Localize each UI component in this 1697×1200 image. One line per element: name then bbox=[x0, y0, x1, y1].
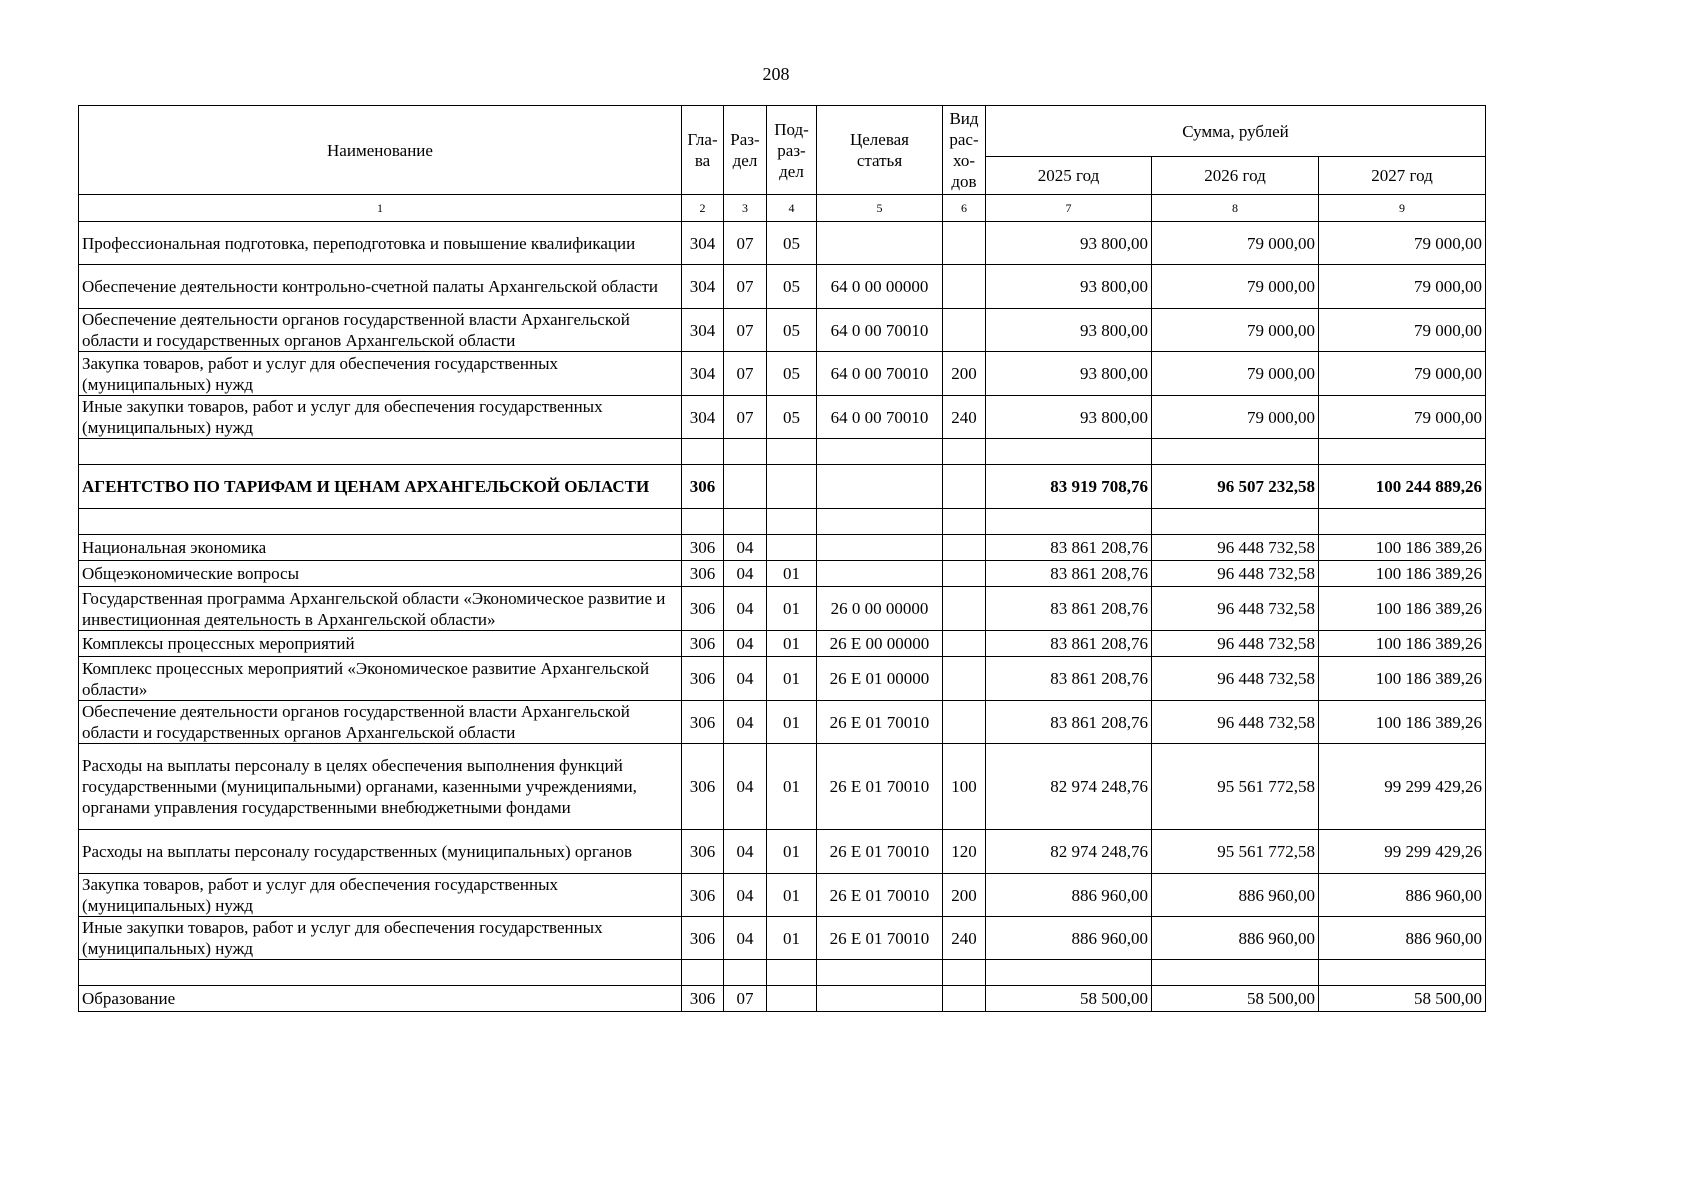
row-amount-2027: 99 299 429,26 bbox=[1319, 830, 1486, 874]
row-glava: 306 bbox=[682, 561, 724, 587]
table-row bbox=[79, 309, 1486, 352]
row-podrazdel: 05 bbox=[767, 222, 817, 265]
row-celevaya-statya: 26 Е 01 70010 bbox=[817, 701, 943, 744]
table-row bbox=[79, 222, 1486, 265]
row-amount-2027: 100 244 889,26 bbox=[1319, 465, 1486, 509]
row-name: Иные закупки товаров, работ и услуг для обеспечения государственных (муниципальных) нужд bbox=[79, 396, 682, 439]
row-glava: 306 bbox=[682, 830, 724, 874]
table-row bbox=[79, 986, 1486, 1012]
row-name: Государственная программа Архангельской области «Экономическое развитие и инвестиционная деятельность в Архангельской области» bbox=[79, 587, 682, 631]
empty-cell bbox=[817, 509, 943, 535]
row-vid-rashodov bbox=[943, 986, 986, 1012]
row-podrazdel: 01 bbox=[767, 744, 817, 830]
row-amount-2027: 100 186 389,26 bbox=[1319, 657, 1486, 701]
empty-cell bbox=[79, 439, 682, 465]
row-amount-2026: 95 561 772,58 bbox=[1152, 744, 1319, 830]
row-amount-2027: 100 186 389,26 bbox=[1319, 561, 1486, 587]
row-celevaya-statya bbox=[817, 465, 943, 509]
empty-cell bbox=[1319, 439, 1486, 465]
header-year-2026: 2026 год bbox=[1152, 157, 1319, 195]
table-row bbox=[79, 701, 1486, 744]
row-amount-2026: 96 448 732,58 bbox=[1152, 535, 1319, 561]
row-vid-rashodov bbox=[943, 561, 986, 587]
row-amount-2026: 96 448 732,58 bbox=[1152, 701, 1319, 744]
table-row bbox=[79, 657, 1486, 701]
spacer-row bbox=[79, 960, 1486, 986]
row-vid-rashodov: 120 bbox=[943, 830, 986, 874]
column-number: 8 bbox=[1152, 195, 1319, 222]
row-vid-rashodov bbox=[943, 265, 986, 309]
row-name: Закупка товаров, работ и услуг для обеспечения государственных (муниципальных) нужд bbox=[79, 874, 682, 917]
table-row bbox=[79, 396, 1486, 439]
row-name: Расходы на выплаты персоналу государственных (муниципальных) органов bbox=[79, 830, 682, 874]
header-celevaya-statya: Целевая статья bbox=[817, 106, 943, 195]
empty-cell bbox=[79, 960, 682, 986]
table-row bbox=[79, 631, 1486, 657]
row-glava: 306 bbox=[682, 744, 724, 830]
row-podrazdel: 05 bbox=[767, 352, 817, 396]
row-podrazdel: 01 bbox=[767, 587, 817, 631]
row-amount-2025: 83 861 208,76 bbox=[986, 587, 1152, 631]
row-celevaya-statya: 26 Е 00 00000 bbox=[817, 631, 943, 657]
row-razdel: 07 bbox=[724, 222, 767, 265]
row-vid-rashodov: 240 bbox=[943, 917, 986, 960]
row-amount-2026: 886 960,00 bbox=[1152, 874, 1319, 917]
row-celevaya-statya bbox=[817, 222, 943, 265]
row-amount-2026: 96 448 732,58 bbox=[1152, 561, 1319, 587]
row-celevaya-statya bbox=[817, 986, 943, 1012]
row-glava: 304 bbox=[682, 309, 724, 352]
row-celevaya-statya bbox=[817, 535, 943, 561]
row-amount-2026: 79 000,00 bbox=[1152, 222, 1319, 265]
row-vid-rashodov: 200 bbox=[943, 874, 986, 917]
empty-cell bbox=[943, 439, 986, 465]
row-podrazdel: 05 bbox=[767, 309, 817, 352]
row-name: Образование bbox=[79, 986, 682, 1012]
row-amount-2027: 79 000,00 bbox=[1319, 222, 1486, 265]
row-vid-rashodov bbox=[943, 535, 986, 561]
row-podrazdel bbox=[767, 535, 817, 561]
row-amount-2026: 886 960,00 bbox=[1152, 917, 1319, 960]
row-podrazdel bbox=[767, 986, 817, 1012]
header-year-2027: 2027 год bbox=[1319, 157, 1486, 195]
page-number: 208 bbox=[762, 64, 790, 84]
row-amount-2026: 96 448 732,58 bbox=[1152, 631, 1319, 657]
row-vid-rashodov bbox=[943, 631, 986, 657]
row-vid-rashodov: 100 bbox=[943, 744, 986, 830]
row-celevaya-statya: 26 0 00 00000 bbox=[817, 587, 943, 631]
row-celevaya-statya: 64 0 00 00000 bbox=[817, 265, 943, 309]
empty-cell bbox=[767, 509, 817, 535]
row-name: Иные закупки товаров, работ и услуг для обеспечения государственных (муниципальных) нужд bbox=[79, 917, 682, 960]
empty-cell bbox=[767, 439, 817, 465]
row-glava: 306 bbox=[682, 917, 724, 960]
table-row bbox=[79, 535, 1486, 561]
row-vid-rashodov bbox=[943, 701, 986, 744]
column-number: 3 bbox=[724, 195, 767, 222]
row-podrazdel: 01 bbox=[767, 874, 817, 917]
empty-cell bbox=[1319, 960, 1486, 986]
table-row bbox=[79, 874, 1486, 917]
row-razdel: 04 bbox=[724, 631, 767, 657]
row-glava: 306 bbox=[682, 986, 724, 1012]
header-year-2025: 2025 год bbox=[986, 157, 1152, 195]
row-glava: 304 bbox=[682, 396, 724, 439]
row-glava: 306 bbox=[682, 535, 724, 561]
empty-cell bbox=[724, 439, 767, 465]
column-number: 4 bbox=[767, 195, 817, 222]
empty-cell bbox=[986, 439, 1152, 465]
table-row bbox=[79, 265, 1486, 309]
row-amount-2025: 83 919 708,76 bbox=[986, 465, 1152, 509]
empty-cell bbox=[1152, 960, 1319, 986]
row-vid-rashodov: 240 bbox=[943, 396, 986, 439]
row-name: Комплекс процессных мероприятий «Экономическое развитие Архангельской области» bbox=[79, 657, 682, 701]
row-razdel: 04 bbox=[724, 701, 767, 744]
row-amount-2025: 83 861 208,76 bbox=[986, 561, 1152, 587]
row-razdel: 04 bbox=[724, 917, 767, 960]
row-razdel: 04 bbox=[724, 830, 767, 874]
row-glava: 304 bbox=[682, 352, 724, 396]
row-amount-2026: 96 448 732,58 bbox=[1152, 657, 1319, 701]
row-amount-2026: 95 561 772,58 bbox=[1152, 830, 1319, 874]
row-vid-rashodov bbox=[943, 222, 986, 265]
empty-cell bbox=[1319, 509, 1486, 535]
empty-cell bbox=[79, 509, 682, 535]
row-amount-2027: 58 500,00 bbox=[1319, 986, 1486, 1012]
row-name: Общеэкономические вопросы bbox=[79, 561, 682, 587]
table-row bbox=[79, 465, 1486, 509]
column-number: 5 bbox=[817, 195, 943, 222]
row-amount-2027: 100 186 389,26 bbox=[1319, 587, 1486, 631]
empty-cell bbox=[1152, 439, 1319, 465]
row-razdel: 07 bbox=[724, 352, 767, 396]
row-celevaya-statya: 64 0 00 70010 bbox=[817, 396, 943, 439]
empty-cell bbox=[682, 509, 724, 535]
row-amount-2025: 93 800,00 bbox=[986, 222, 1152, 265]
row-celevaya-statya: 64 0 00 70010 bbox=[817, 352, 943, 396]
row-amount-2027: 886 960,00 bbox=[1319, 917, 1486, 960]
empty-cell bbox=[682, 960, 724, 986]
row-amount-2027: 886 960,00 bbox=[1319, 874, 1486, 917]
row-podrazdel bbox=[767, 465, 817, 509]
row-podrazdel: 01 bbox=[767, 657, 817, 701]
empty-cell bbox=[682, 439, 724, 465]
row-name: Комплексы процессных мероприятий bbox=[79, 631, 682, 657]
row-amount-2026: 96 507 232,58 bbox=[1152, 465, 1319, 509]
row-amount-2026: 96 448 732,58 bbox=[1152, 587, 1319, 631]
row-amount-2025: 886 960,00 bbox=[986, 874, 1152, 917]
row-glava: 306 bbox=[682, 701, 724, 744]
table-row bbox=[79, 561, 1486, 587]
row-amount-2025: 93 800,00 bbox=[986, 265, 1152, 309]
header-vid-rashodov: Вид рас- хо- дов bbox=[943, 106, 986, 195]
row-razdel: 07 bbox=[724, 396, 767, 439]
row-vid-rashodov bbox=[943, 309, 986, 352]
row-name: Обеспечение деятельности контрольно-счетной палаты Архангельской области bbox=[79, 265, 682, 309]
column-number: 6 bbox=[943, 195, 986, 222]
row-amount-2025: 83 861 208,76 bbox=[986, 701, 1152, 744]
row-amount-2025: 93 800,00 bbox=[986, 352, 1152, 396]
row-amount-2025: 93 800,00 bbox=[986, 309, 1152, 352]
row-glava: 306 bbox=[682, 587, 724, 631]
row-celevaya-statya bbox=[817, 561, 943, 587]
row-amount-2026: 79 000,00 bbox=[1152, 352, 1319, 396]
row-podrazdel: 01 bbox=[767, 830, 817, 874]
empty-cell bbox=[943, 509, 986, 535]
row-amount-2027: 79 000,00 bbox=[1319, 352, 1486, 396]
row-amount-2027: 100 186 389,26 bbox=[1319, 631, 1486, 657]
row-razdel bbox=[724, 465, 767, 509]
row-vid-rashodov bbox=[943, 587, 986, 631]
row-name: Профессиональная подготовка, переподготовка и повышение квалификации bbox=[79, 222, 682, 265]
row-amount-2027: 100 186 389,26 bbox=[1319, 701, 1486, 744]
row-amount-2026: 58 500,00 bbox=[1152, 986, 1319, 1012]
column-number: 1 bbox=[79, 195, 682, 222]
row-glava: 306 bbox=[682, 465, 724, 509]
row-amount-2025: 886 960,00 bbox=[986, 917, 1152, 960]
row-glava: 306 bbox=[682, 657, 724, 701]
table-row bbox=[79, 352, 1486, 396]
row-amount-2026: 79 000,00 bbox=[1152, 265, 1319, 309]
empty-cell bbox=[943, 960, 986, 986]
empty-cell bbox=[986, 960, 1152, 986]
row-name: Закупка товаров, работ и услуг для обеспечения государственных (муниципальных) нужд bbox=[79, 352, 682, 396]
row-vid-rashodov bbox=[943, 465, 986, 509]
row-podrazdel: 05 bbox=[767, 265, 817, 309]
table-row bbox=[79, 744, 1486, 830]
row-amount-2026: 79 000,00 bbox=[1152, 396, 1319, 439]
row-amount-2025: 83 861 208,76 bbox=[986, 631, 1152, 657]
column-number-row bbox=[79, 195, 1486, 222]
row-podrazdel: 05 bbox=[767, 396, 817, 439]
row-name: Национальная экономика bbox=[79, 535, 682, 561]
empty-cell bbox=[724, 960, 767, 986]
empty-cell bbox=[986, 509, 1152, 535]
row-amount-2027: 79 000,00 bbox=[1319, 396, 1486, 439]
row-glava: 306 bbox=[682, 631, 724, 657]
row-razdel: 07 bbox=[724, 986, 767, 1012]
header-glava: Гла- ва bbox=[682, 106, 724, 195]
spacer-row bbox=[79, 439, 1486, 465]
row-celevaya-statya: 26 Е 01 70010 bbox=[817, 917, 943, 960]
row-podrazdel: 01 bbox=[767, 701, 817, 744]
row-glava: 304 bbox=[682, 265, 724, 309]
header-razdel: Раз- дел bbox=[724, 106, 767, 195]
row-amount-2025: 83 861 208,76 bbox=[986, 535, 1152, 561]
empty-cell bbox=[817, 439, 943, 465]
row-razdel: 07 bbox=[724, 309, 767, 352]
row-razdel: 04 bbox=[724, 657, 767, 701]
row-name: Обеспечение деятельности органов государственной власти Архангельской области и государственных органов Архангельской области bbox=[79, 701, 682, 744]
row-amount-2025: 58 500,00 bbox=[986, 986, 1152, 1012]
row-amount-2027: 100 186 389,26 bbox=[1319, 535, 1486, 561]
row-podrazdel: 01 bbox=[767, 917, 817, 960]
row-name: Расходы на выплаты персоналу в целях обеспечения выполнения функций государственными (муниципальными) органами, казенными учреждениями, органами управления государственными внебюджетными фондами bbox=[79, 744, 682, 830]
table-row bbox=[79, 917, 1486, 960]
row-glava: 304 bbox=[682, 222, 724, 265]
empty-cell bbox=[1152, 509, 1319, 535]
header-summa: Сумма, рублей bbox=[986, 106, 1486, 157]
row-vid-rashodov: 200 bbox=[943, 352, 986, 396]
row-amount-2027: 79 000,00 bbox=[1319, 265, 1486, 309]
row-vid-rashodov bbox=[943, 657, 986, 701]
empty-cell bbox=[767, 960, 817, 986]
row-name: АГЕНТСТВО ПО ТАРИФАМ И ЦЕНАМ АРХАНГЕЛЬСКОЙ ОБЛАСТИ bbox=[79, 465, 682, 509]
row-amount-2027: 79 000,00 bbox=[1319, 309, 1486, 352]
table-row bbox=[79, 830, 1486, 874]
row-razdel: 04 bbox=[724, 744, 767, 830]
row-amount-2027: 99 299 429,26 bbox=[1319, 744, 1486, 830]
row-razdel: 04 bbox=[724, 587, 767, 631]
row-amount-2025: 83 861 208,76 bbox=[986, 657, 1152, 701]
row-amount-2025: 93 800,00 bbox=[986, 396, 1152, 439]
row-glava: 306 bbox=[682, 874, 724, 917]
header-podrazdel: Под- раз- дел bbox=[767, 106, 817, 195]
row-razdel: 04 bbox=[724, 561, 767, 587]
empty-cell bbox=[817, 960, 943, 986]
table-row bbox=[79, 587, 1486, 631]
empty-cell bbox=[724, 509, 767, 535]
row-razdel: 04 bbox=[724, 874, 767, 917]
row-razdel: 04 bbox=[724, 535, 767, 561]
row-celevaya-statya: 26 Е 01 00000 bbox=[817, 657, 943, 701]
column-number: 2 bbox=[682, 195, 724, 222]
row-razdel: 07 bbox=[724, 265, 767, 309]
row-podrazdel: 01 bbox=[767, 561, 817, 587]
row-amount-2025: 82 974 248,76 bbox=[986, 744, 1152, 830]
spacer-row bbox=[79, 509, 1486, 535]
row-amount-2025: 82 974 248,76 bbox=[986, 830, 1152, 874]
row-celevaya-statya: 26 Е 01 70010 bbox=[817, 830, 943, 874]
budget-table bbox=[78, 105, 1486, 1012]
header-name: Наименование bbox=[79, 106, 682, 195]
row-amount-2026: 79 000,00 bbox=[1152, 309, 1319, 352]
row-name: Обеспечение деятельности органов государственной власти Архангельской области и государственных органов Архангельской области bbox=[79, 309, 682, 352]
row-podrazdel: 01 bbox=[767, 631, 817, 657]
row-celevaya-statya: 64 0 00 70010 bbox=[817, 309, 943, 352]
row-celevaya-statya: 26 Е 01 70010 bbox=[817, 744, 943, 830]
column-number: 9 bbox=[1319, 195, 1486, 222]
row-celevaya-statya: 26 Е 01 70010 bbox=[817, 874, 943, 917]
column-number: 7 bbox=[986, 195, 1152, 222]
